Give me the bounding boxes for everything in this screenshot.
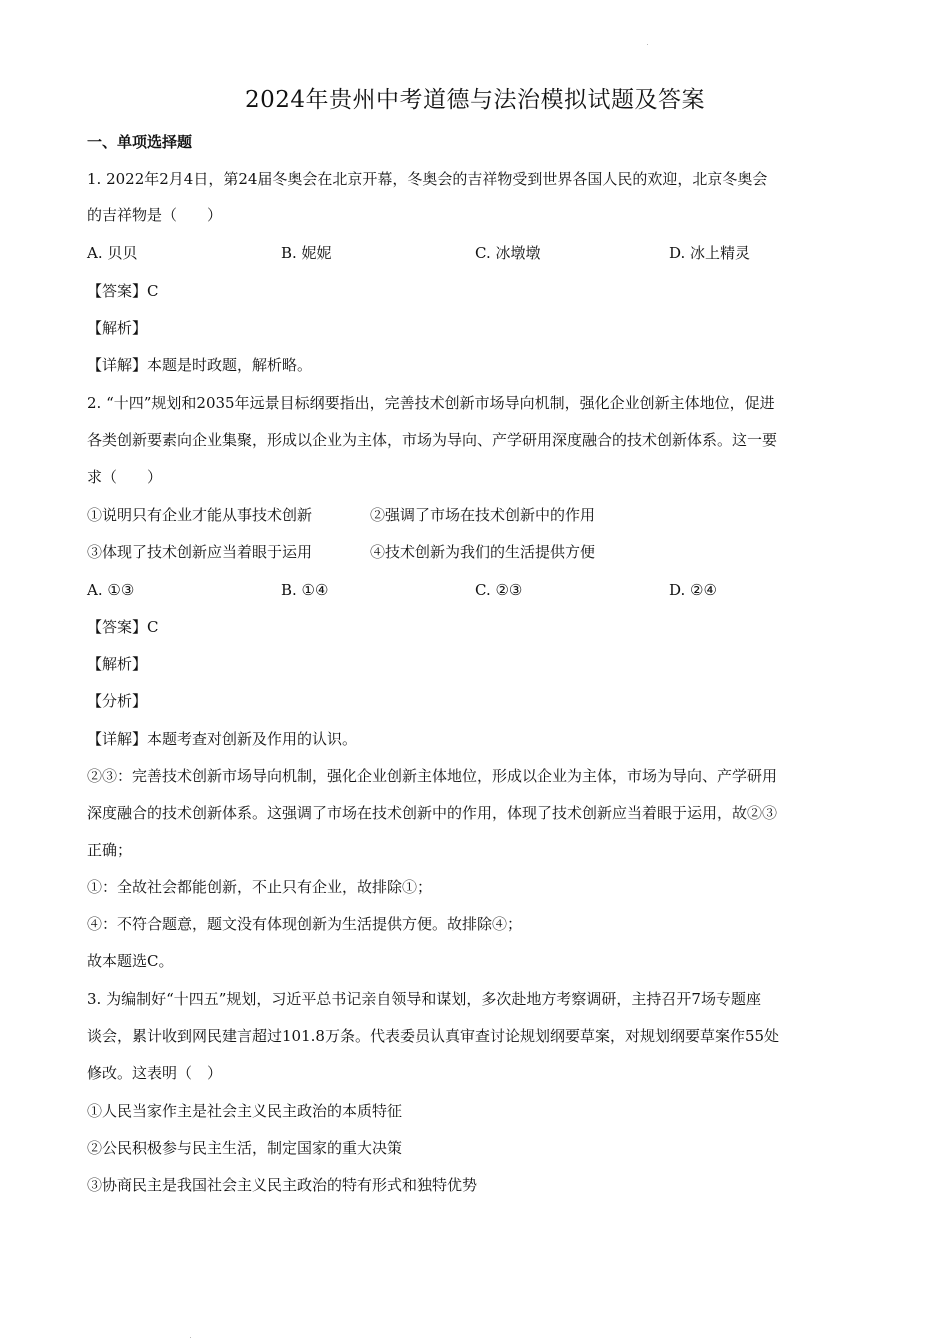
q2-option-d: D. ②④	[669, 581, 717, 599]
q2-statement-2: ②强调了市场在技术创新中的作用	[370, 506, 596, 524]
q3-statement-3: ③协商民主是我国社会主义民主政治的特有形式和独特优势	[87, 1176, 478, 1194]
q1-option-d: D. 冰上精灵	[669, 244, 751, 262]
q2-answer: 【答案】C	[87, 618, 159, 636]
q2-option-b: B. ①④	[281, 581, 329, 599]
q1-detail: 【详解】本题是时政题，解析略。	[87, 356, 313, 374]
scan-speck-bottom	[190, 1337, 191, 1338]
q2-statement-3: ③体现了技术创新应当着眼于运用	[87, 543, 313, 561]
q3-stem-line-2: 谈会，累计收到网民建言超过101.8万条。代表委员认真审查讨论规划纲要草案，对规划纲要草案作55处	[87, 1027, 780, 1045]
q3-statement-2: ②公民积极参与民主生活，制定国家的重大决策	[87, 1139, 403, 1157]
page-title: 2024年贵州中考道德与法治模拟试题及答案	[244, 87, 706, 113]
q2-option-c: C. ②③	[475, 581, 523, 599]
q2-analysis-label: 【解析】	[87, 655, 148, 673]
q2-detail-line-3: 深度融合的技术创新体系。这强调了市场在技术创新中的作用，体现了技术创新应当着眼于运用，故②③	[87, 804, 778, 822]
q1-option-b: B. 妮妮	[281, 244, 332, 262]
q1-answer: 【答案】C	[87, 282, 159, 300]
scan-speck-top	[647, 44, 648, 45]
section-heading: 一、单项选择题	[87, 133, 193, 151]
q2-detail-line-2: ②③：完善技术创新市场导向机制，强化企业创新主体地位，形成以企业为主体，市场为导向、产学研用	[87, 767, 778, 785]
q1-option-c: C. 冰墩墩	[475, 244, 541, 262]
q1-option-a: A. 贝贝	[87, 244, 138, 262]
q2-detail-line-4: 正确；	[87, 841, 133, 859]
q2-detail-line-7: 故本题选C。	[87, 952, 174, 970]
q2-fenxi-label: 【分析】	[87, 692, 148, 710]
q1-stem-line-2: 的吉祥物是（ ）	[87, 206, 223, 224]
q2-option-a: A. ①③	[87, 581, 135, 599]
q3-stem-line-3: 修改。这表明（ ）	[87, 1064, 223, 1082]
q1-stem-line-1: 1. 2022年2月4日，第24届冬奥会在北京开幕，冬奥会的吉祥物受到世界各国人民的欢迎，北京冬奥会	[87, 170, 768, 188]
q2-stem-line-1: 2. “十四”规划和2035年远景目标纲要指出，完善技术创新市场导向机制，强化企业创新主体地位，促进	[87, 394, 775, 412]
q3-stem-line-1: 3. 为编制好“十四五”规划，习近平总书记亲自领导和谋划，多次赴地方考察调研，主持召开7场专题座	[87, 990, 761, 1008]
q2-detail-line-5: ①：全故社会都能创新，不止只有企业，故排除①；	[87, 878, 433, 896]
q2-detail-line-6: ④：不符合题意，题文没有体现创新为生活提供方便。故排除④；	[87, 915, 523, 933]
q2-detail-line-1: 【详解】本题考查对创新及作用的认识。	[87, 730, 358, 748]
q2-stem-line-3: 求（ ）	[87, 468, 163, 486]
q2-statement-4: ④技术创新为我们的生活提供方便	[370, 543, 596, 561]
q2-statement-1: ①说明只有企业才能从事技术创新	[87, 506, 313, 524]
q2-stem-line-2: 各类创新要素向企业集聚，形成以企业为主体，市场为导向、产学研用深度融合的技术创新体系。这一要	[87, 431, 778, 449]
q3-statement-1: ①人民当家作主是社会主义民主政治的本质特征	[87, 1102, 403, 1120]
q1-analysis-label: 【解析】	[87, 319, 148, 337]
